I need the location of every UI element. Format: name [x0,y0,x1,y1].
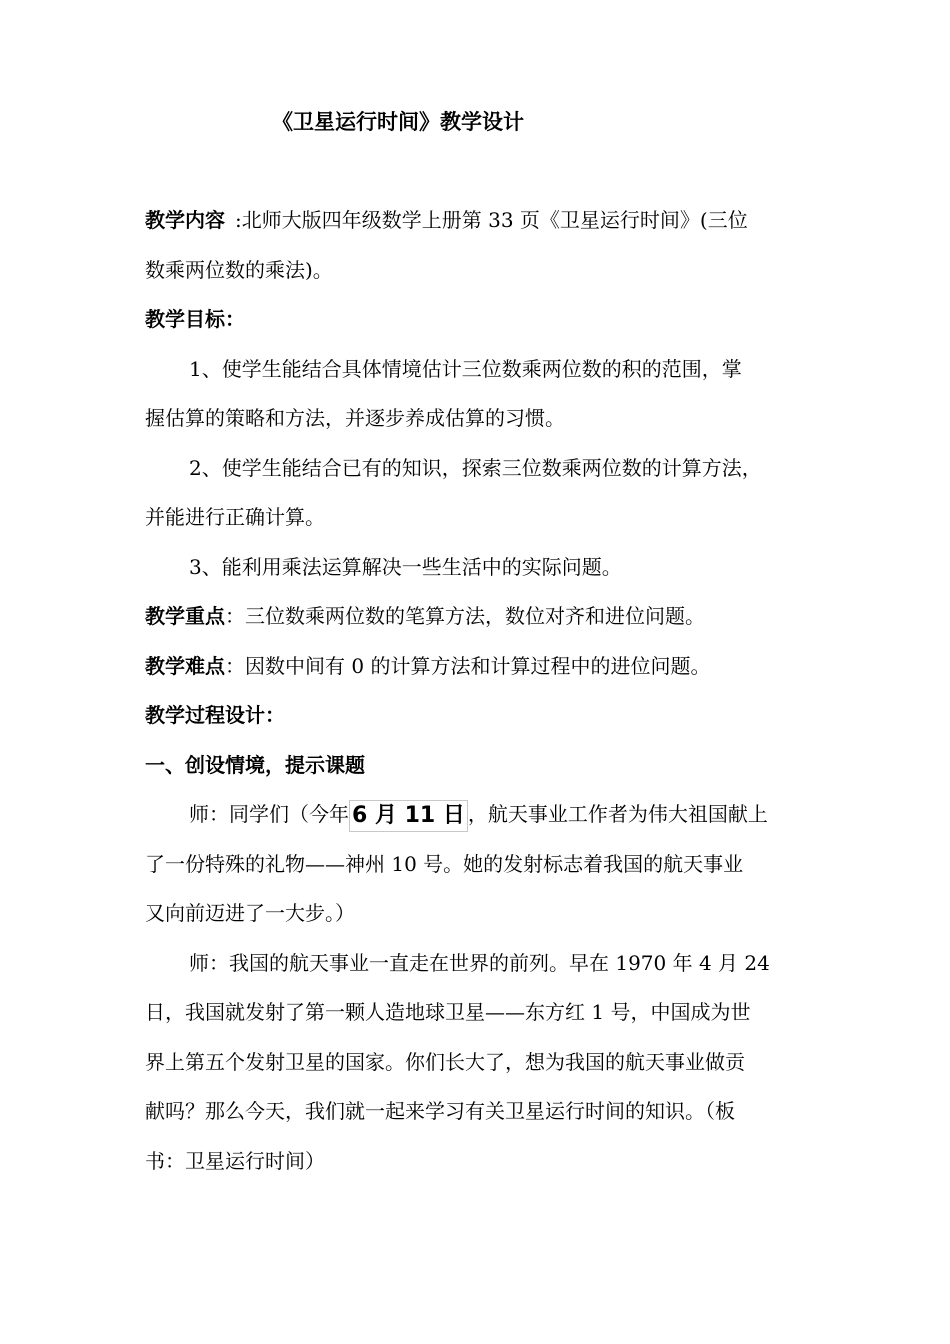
objective-2-line-2: 并能进行正确计算。 [145,505,325,529]
section-1-p1-line-2: 了一份特殊的礼物——神州 10 号。她的发射标志着我国的航天事业 [145,851,744,876]
section-1-p2-line-5: 书：卫星运行时间） [145,1148,325,1173]
difficulty-label: 教学难点 [145,653,225,678]
p1-before-text: 师：同学们（今年 [189,802,349,826]
section-1-p1-line-1 [145,790,810,840]
objectives-heading: 教学目标： [145,307,245,331]
key-point-line [145,592,810,642]
teaching-content-text: :北师大版四年级数学上册第 33 页《卫星运行时间》(三位 [235,208,748,232]
teaching-content-line-2: 数乘两位数的乘法)。 [145,257,333,282]
section-1-p2-line-3: 界上第五个发射卫星的国家。你们长大了，想为我国的航天事业做贡 [145,1049,745,1074]
section-1-p2-line-4: 献吗？那么今天，我们就一起来学习有关卫星运行时间的知识。（板 [145,1099,735,1123]
section-1-p1-line-3: 又向前迈进了一大步。） [145,901,355,925]
teaching-content-label: 教学内容 [145,208,225,232]
process-heading: 教学过程设计： [145,703,285,727]
objective-1-line-2: 握估算的策略和方法，并逐步养成估算的习惯。 [145,406,565,430]
teaching-content-line-1 [145,196,810,246]
section-1-p2-line-1: 师：我国的航天事业一直走在世界的前列。早在 1970 年 4 月 24 [189,950,770,975]
section-1-p2-line-2: 日，我国就发射了第一颗人造地球卫星——东方红 1 号，中国成为世 [145,1000,751,1024]
objective-3: 3、能利用乘法运算解决一些生活中的实际问题。 [189,554,622,579]
section-1-heading: 一、创设情境，提示课题 [145,752,365,777]
key-point-label: 教学重点 [145,604,225,628]
key-point-text: ：三位数乘两位数的笔算方法，数位对齐和进位问题。 [225,604,705,628]
objective-1-line-1: 1、使学生能结合具体情境估计三位数乘两位数的积的范围，掌 [189,356,742,381]
difficulty-text: ：因数中间有 0 的计算方法和计算过程中的进位问题。 [225,653,711,678]
document-title: 《卫星运行时间》教学设计 [272,110,524,134]
objective-2-line-1: 2、使学生能结合已有的知识，探索三位数乘两位数的计算方法， [189,455,762,480]
date-highlight: 6 月 11 日 [349,800,468,832]
document-body [145,196,810,1186]
p1-after-text: ，航天事业工作者为伟大祖国献上 [467,802,768,826]
difficulty-line [145,642,810,692]
